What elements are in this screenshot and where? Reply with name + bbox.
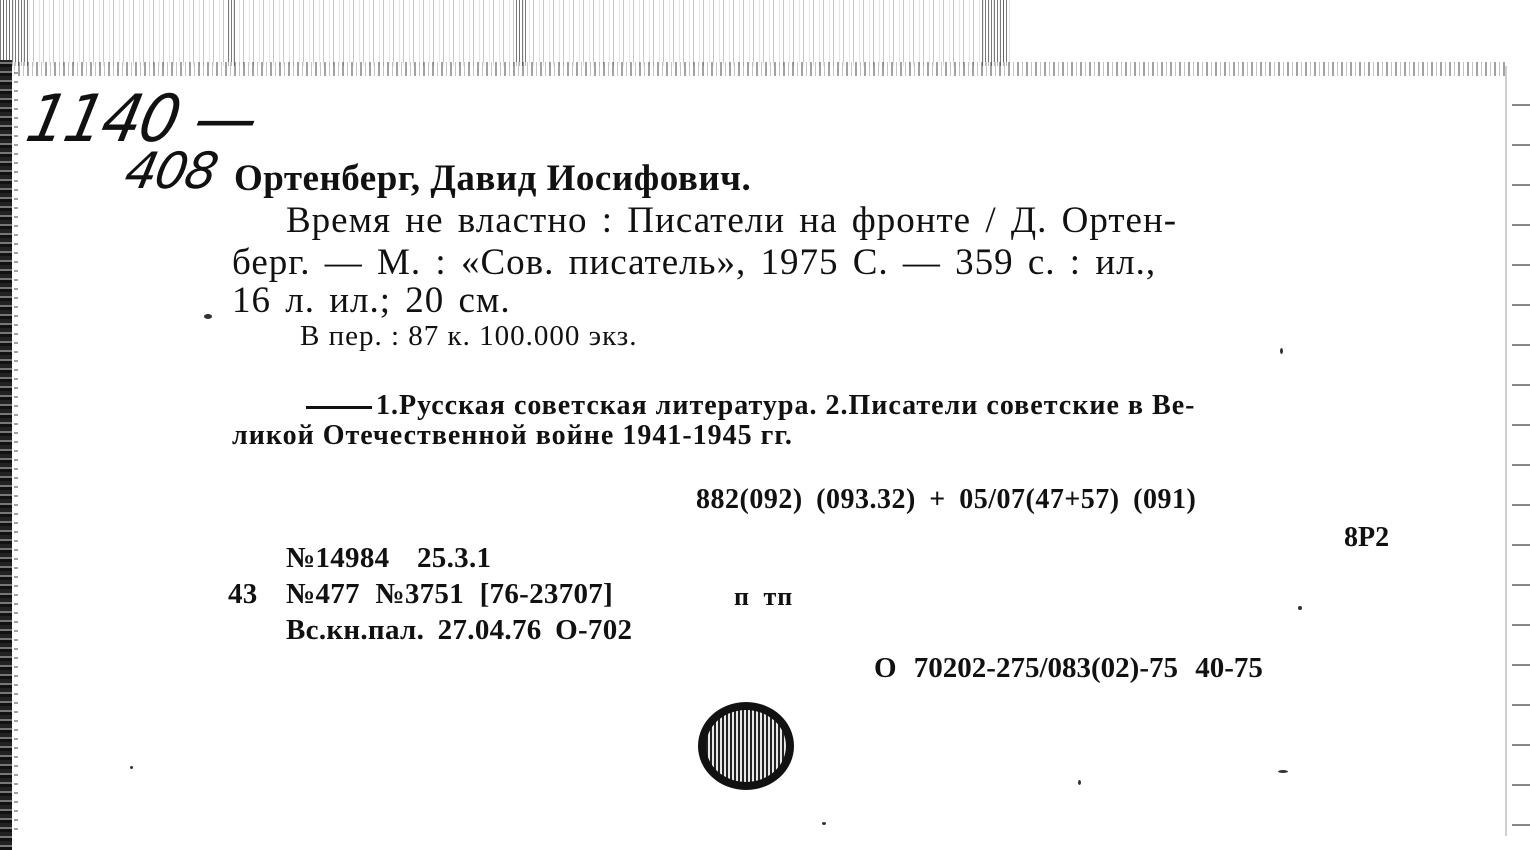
scan-top-strip-dark (516, 0, 528, 66)
handwritten-call-number-bottom: 408 (119, 142, 222, 200)
scan-top-strip-dark (982, 0, 1008, 66)
order-number: 43 (228, 578, 258, 610)
scan-left-edge-thin (14, 70, 18, 830)
card-right-border (1505, 66, 1507, 836)
catalog-numbers-line: №477 №3751 [76-23707] (286, 578, 614, 610)
scan-speck (1280, 348, 1283, 354)
scan-left-edge (0, 60, 12, 850)
scan-top-strip-dark (0, 0, 30, 66)
author-heading: Ортенберг, Давид Иосифович. (234, 158, 752, 199)
catalog-type-marks: п тп (734, 582, 794, 611)
scan-speck (130, 766, 133, 769)
scan-top-strip (0, 0, 1010, 66)
physical-description-line: 16 л. ил.; 20 см. (232, 280, 511, 321)
book-chamber-line: Вс.кн.пал. 27.04.76 О-702 (286, 614, 633, 646)
subject-dash (306, 406, 372, 409)
registration-number-line: №14984 25.3.1 (286, 542, 492, 574)
price-line: В пер. : 87 к. 100.000 экз. (300, 320, 638, 352)
subject-headings-line (306, 392, 1195, 420)
scan-speck (204, 314, 212, 319)
subject-headings-text: 1.Русская советская литература. 2.Писатели советские в Ве- (376, 390, 1196, 421)
scan-top-strip-dark (228, 0, 236, 66)
scan-speck (1278, 770, 1288, 773)
udc-classification: 882(092) (093.32) + 05/07(47+57) (091) (696, 484, 1197, 515)
imprint-line: берг. — М. : «Сов. писатель», 1975 С. — 359 с. : ил., (232, 242, 1157, 283)
scan-speck (1298, 606, 1302, 610)
bbk-classification: 8Р2 (1344, 522, 1390, 553)
subject-headings-continuation: ликой Отечественной войне 1941-1945 гг. (232, 420, 793, 451)
scan-speck (822, 822, 826, 825)
handwritten-call-number-top: 1140 — (19, 80, 264, 157)
scan-speck (1078, 780, 1081, 785)
title-description-line: Время не властно : Писатели на фронте / Д. Ортен- (286, 200, 1178, 241)
scan-top-edge (0, 62, 1505, 76)
publisher-code-line: О 70202-275/083(02)-75 40-75 (874, 652, 1263, 684)
card-punch-hole (698, 702, 794, 790)
scan-right-edge (1512, 80, 1530, 840)
